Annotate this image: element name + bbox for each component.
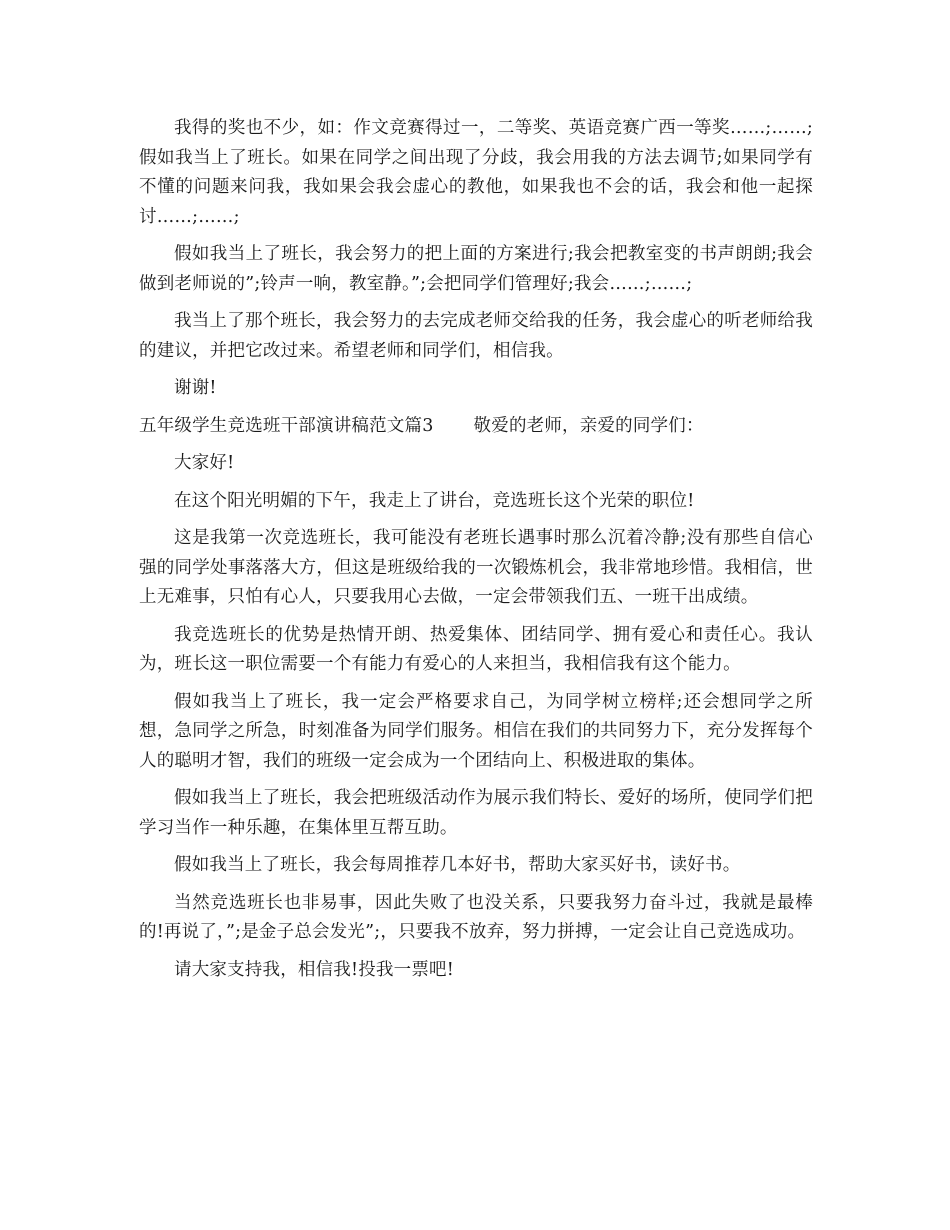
- section-heading: [139, 412, 813, 442]
- paragraph: 假如我当上了班长，我会每周推荐几本好书，帮助大家买好书，读好书。: [174, 855, 741, 875]
- paragraph: 这是我第一次竞选班长，我可能没有老班长遇事时那么沉着冷静;没有那些自信心强的同学处事落落大方，但这是班级给我的一次锻炼机会，我非常地珍惜。我相信，世上无难事，只怕有心人，只要我用心去做，一定会带领我们五、一班干出成绩。: [139, 528, 813, 607]
- paragraph: 我当上了那个班长，我会努力的去完成老师交给我的任务，我会虚心的听老师给我的建议，并把它改过来。希望老师和同学们，相信我。: [139, 311, 813, 361]
- paragraph: 假如我当上了班长，我一定会严格要求自己，为同学树立榜样;还会想同学之所想，急同学之所急，时刻准备为同学们服务。相信在我们的共同努力下，充分发挥每个人的聪明才智，我们的班级一定会成为一个团结向上、积极进取的集体。: [139, 691, 813, 771]
- paragraph: 在这个阳光明媚的下午，我走上了讲台，竞选班长这个光荣的职位!: [174, 490, 695, 511]
- paragraph: 谢谢!: [174, 378, 217, 398]
- paragraph: 我竞选班长的优势是热情开朗、热爱集体、团结同学、拥有爱心和责任心。我认为，班长这一职位需要一个有能力有爱心的人来担当，我相信我有这个能力。: [139, 624, 813, 674]
- greeting: 敬爱的老师，亲爱的同学们：: [473, 415, 704, 436]
- paragraph: 假如我当上了班长，我会努力的把上面的方案进行;我会把教室变的书声朗朗;我会做到老师说的”;铃声一响，教室静。”;会把同学们管理好;我会……;……;: [139, 244, 813, 294]
- section-title: 五年级学生竞选班干部演讲稿范文篇3: [139, 415, 434, 436]
- paragraph: 假如我当上了班长，我会把班级活动作为展示我们特长、爱好的场所，使同学们把学习当作一种乐趣，在集体里互帮互助。: [139, 788, 813, 838]
- paragraph: 大家好!: [174, 453, 235, 473]
- document-body: [139, 114, 813, 993]
- paragraph: 我得的奖也不少，如：作文竞赛得过一，二等奖、英语竞赛广西一等奖……;……;假如我当上了班长。如果在同学之间出现了分歧，我会用我的方法去调节;如果同学有不懂的问题来问我，我如果会我会虚心的教他，如果我也不会的话，我会和他一起探讨……;……;: [139, 118, 813, 227]
- paragraph: 请大家支持我，相信我!投我一票吧!: [174, 959, 454, 980]
- paragraph: 当然竞选班长也非易事，因此失败了也没关系，只要我努力奋斗过，我就是最棒的!再说了，”;是金子总会发光”;，只要我不放弃，努力拼搏，一定会让自己竞选成功。: [139, 892, 813, 942]
